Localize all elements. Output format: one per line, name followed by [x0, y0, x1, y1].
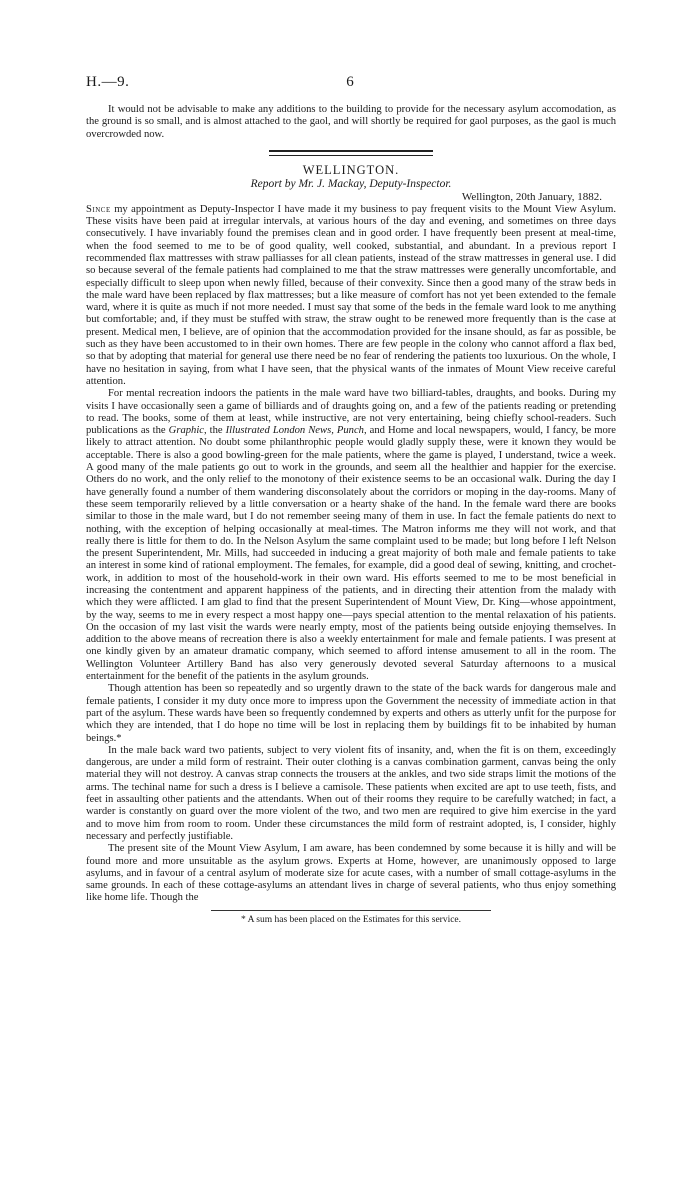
- paragraph-1-lead: Since: [86, 203, 111, 215]
- running-header: [86, 74, 614, 94]
- paragraph-2: [86, 388, 616, 683]
- paragraph-2-part-a: For mental recreation indoors the patients in the male ward have two billiard-tables, draughts, and books. During my visits I have occasionally seen a game of billiards and of draughts going on, and a few of the patients reading or pretending to read. The books, some of them at least, while instructive, are not very entertaining, being chiefly school-readers. Such publications as the: [86, 388, 616, 437]
- footnote-divider: [211, 910, 491, 911]
- footnote: * A sum has been placed on the Estimates for this service.: [240, 914, 462, 925]
- report-dateline: Wellington, 20th January, 1882.: [461, 191, 602, 204]
- page-number: 6: [346, 74, 354, 90]
- paragraph-1: [86, 204, 616, 388]
- paragraph-1-text: my appointment as Deputy-Inspector I have made it my business to pay frequent visits to the Mount View Asylum. These visits have been paid at irregular intervals, at various hours of the day and evening, and sometimes on three days consecutively. I have invariably found the premises clean and in good order. I have frequently been present at meal-time, when the food seemed to me to be of good quality, well cooked, substantial, and abundant. In a previous report I recommended flax mattresses with straw palliasses for all clean patients, instead of the straw mattresses in general use. I did so because several of the female patients had complained to me that the straw mattresses were generally uncomfortable, and especially difficult to sleep upon when newly filled, because of their convexity. Since then a good many of the straw beds in the male ward have been replaced by flax mattresses; but a like measure of comfort has not yet been extended to the female ward, where it is quite as much if not more needed. I must say that some of the beds in the female ward look to me anything but comfortable; and, if they must be stuffed with straw, the straw ought to be renewed more frequently than is the case at present. Medical men, I believe, are of opinion that the accommodation provided for the insane should, as far as possible, be such as they have been accustomed to in their own homes. There are few people in the colony who cannot afford a flax bed, so that by adopting that material for general use there need be no fear of rendering the patients too luxurious. On the whole, I have no hesitation in saying, from what I have seen, that the physical wants of the inmates of Mount View receive careful attention.: [86, 203, 616, 387]
- section-divider: [269, 150, 433, 156]
- document-code: H.—9.: [86, 74, 130, 90]
- paragraph-2-part-b: , the: [203, 425, 226, 437]
- publication-graphic: Graphic: [168, 425, 204, 437]
- section-title: WELLINGTON.: [302, 162, 400, 177]
- document-body: [86, 104, 616, 926]
- intro-paragraph: It would not be advisable to make any additions to the building to provide for the necessary asylum accomodation, as the ground is so small, and is almost attached to the gaol, and will shortly be required for gaol purposes, as the gaol is much overcrowded now.: [86, 104, 616, 140]
- paragraph-2-part-c: , and Home and local newspapers, would, I fancy, be more likely to attract attention. No doubt some philanthrophic people would gladly supply these, were it known they would be acceptable. There is also a good bowling-green for the male patients, where the game is played, I understand, twice a week. A good many of the male patients go out to work in the grounds, and seem all the healthier and happier for the exercise. Others do no work, and the only relief to the monotony of their existence seems to be an occasional walk. During the day I have generally found a number of them wandering disconsolately about the corridors or moping in the day-rooms. Many of these seem temporarily relieved by a little conversation or a hearty shake of the hand. In the female ward there are books similar to those in the male ward, but I do not remember seeing many of them in use. In fact the female patients do next to nothing, with the exception of helping occasionally at meal-times. The Matron informs me they will not work, and that really there is little for them to do. In the Nelson Asylum the same complaint used to be made; but long before I left Nelson the present Superintendent, Mr. Mills, had succeeded in inducing a great majority of both male and female patients to take an interest in some kind of rational employment. The females, for example, did a good deal of sewing, knitting, and crochet-work, in addition to most of the household-work in their own ward. His efforts seemed to me to be most beneficial in increasing the contentment and apparent happiness of the patients, and in directing their attention from the malady with which they were afflicted. I am glad to find that the present Superintendent of Mount View, Dr. King—whose appointment, by the way, seems to me in every respect a most happy one—pays special attention to the mental relaxation of his patients. On the occasion of my last visit the wards were nearly empty, most of the patients being outside enjoying themselves. In addition to the above means of recreation there is also a weekly entertainment for male and female patients. I was present at one kindly given by an amateur dramatic company, which seemed to afford intense amusement to all in the room. The Wellington Volunteer Artillery Band has also very generously devoted several Saturday afternoons to a musical entertainment for the benefit of the patients in the asylum grounds.: [86, 425, 617, 683]
- report-byline: Report by Mr. J. Mackay, Deputy-Inspector.: [250, 178, 452, 191]
- paragraph-4: In the male back ward two patients, subject to very violent fits of insanity, and, when the fit is on them, exceedingly dangerous, are under a mild form of restraint. Their outer clothing is a canvas combination garment, canvas being the only material they will not destroy. A canvas strap connects the trousers at the ankles, and two side straps limit the motions of the arms. The techinal name for such a dress is I believe a camisole. These patients when excited are apt to use teeth, fists, and feet in assaulting other patients and the attendants. When out of their rooms they require to be carefully watched; in fact, a warder is constantly on guard over the more violent of the two, and two men are required to give him exercise in the yard and to move him from room to room. Under these circumstances the mild form of restraint adopted, is, I consider, highly necessary and perfectly justifiable.: [86, 744, 616, 842]
- paragraph-5: The present site of the Mount View Asylum, I am aware, has been condemned by some because it is hilly and will be found more and more unsuitable as the asylum grows. Experts at Home, however, are unanimously opposed to large asylums, and in favour of a central asylum of moderate size for acute cases, with a number of small cottage-asylums in the same grounds. In each of these cottage-asylums an attendant lives in charge of several patients, who thus enjoy something like home life. Though the: [86, 843, 616, 904]
- publication-names: Illustrated London News, Punch: [225, 425, 364, 437]
- paragraph-3: Though attention has been so repeatedly and so urgently drawn to the state of the back wards for dangerous male and female patients, I consider it my duty once more to impress upon the Government the necessity of immediate action in that part of the asylum. These wards have been so frequently condemned by experts and others as utterly unfit for the purpose for which they are intended, that I do hope no time will be lost in replacing them by buildings fit to be inhabited by human beings.*: [86, 683, 616, 744]
